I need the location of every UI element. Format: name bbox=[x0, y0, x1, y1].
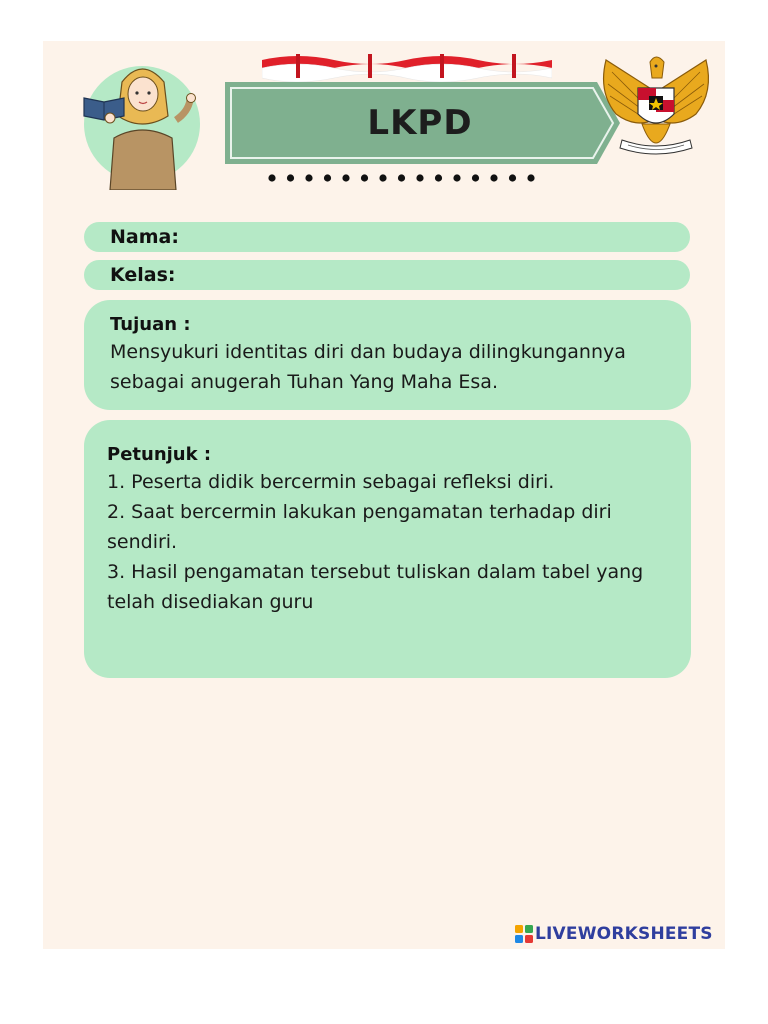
flag-bunting bbox=[262, 52, 552, 82]
page-title: LKPD bbox=[367, 103, 473, 143]
petunjuk-item-3: 3. Hasil pengamatan tersebut tuliskan dalam tabel yang telah disediakan guru bbox=[107, 561, 644, 613]
tujuan-heading: Tujuan : bbox=[110, 314, 191, 335]
kelas-label: Kelas: bbox=[110, 264, 176, 286]
tujuan-text: Mensyukuri identitas diri dan budaya dilingkungannya sebagai anugerah Tuhan Yang Maha Esa. bbox=[110, 341, 626, 393]
liveworksheets-text: LIVEWORKSHEETS bbox=[535, 924, 713, 944]
garuda-emblem bbox=[596, 52, 716, 168]
dots-divider bbox=[266, 172, 548, 184]
teacher-illustration bbox=[80, 52, 204, 190]
liveworksheets-brand bbox=[515, 922, 713, 946]
kelas-field bbox=[84, 260, 690, 290]
tujuan-box bbox=[84, 300, 691, 410]
petunjuk-heading: Petunjuk : bbox=[107, 444, 212, 465]
petunjuk-box bbox=[84, 420, 691, 678]
liveworksheets-logo-icon bbox=[515, 925, 533, 943]
petunjuk-item-1: 1. Peserta didik bercermin sebagai refleksi diri. bbox=[107, 471, 555, 493]
nama-field bbox=[84, 222, 690, 252]
nama-label: Nama: bbox=[110, 226, 179, 248]
kelas-input[interactable] bbox=[182, 259, 690, 291]
nama-input[interactable] bbox=[185, 221, 690, 253]
petunjuk-item-2: 2. Saat bercermin lakukan pengamatan terhadap diri sendiri. bbox=[107, 501, 612, 553]
